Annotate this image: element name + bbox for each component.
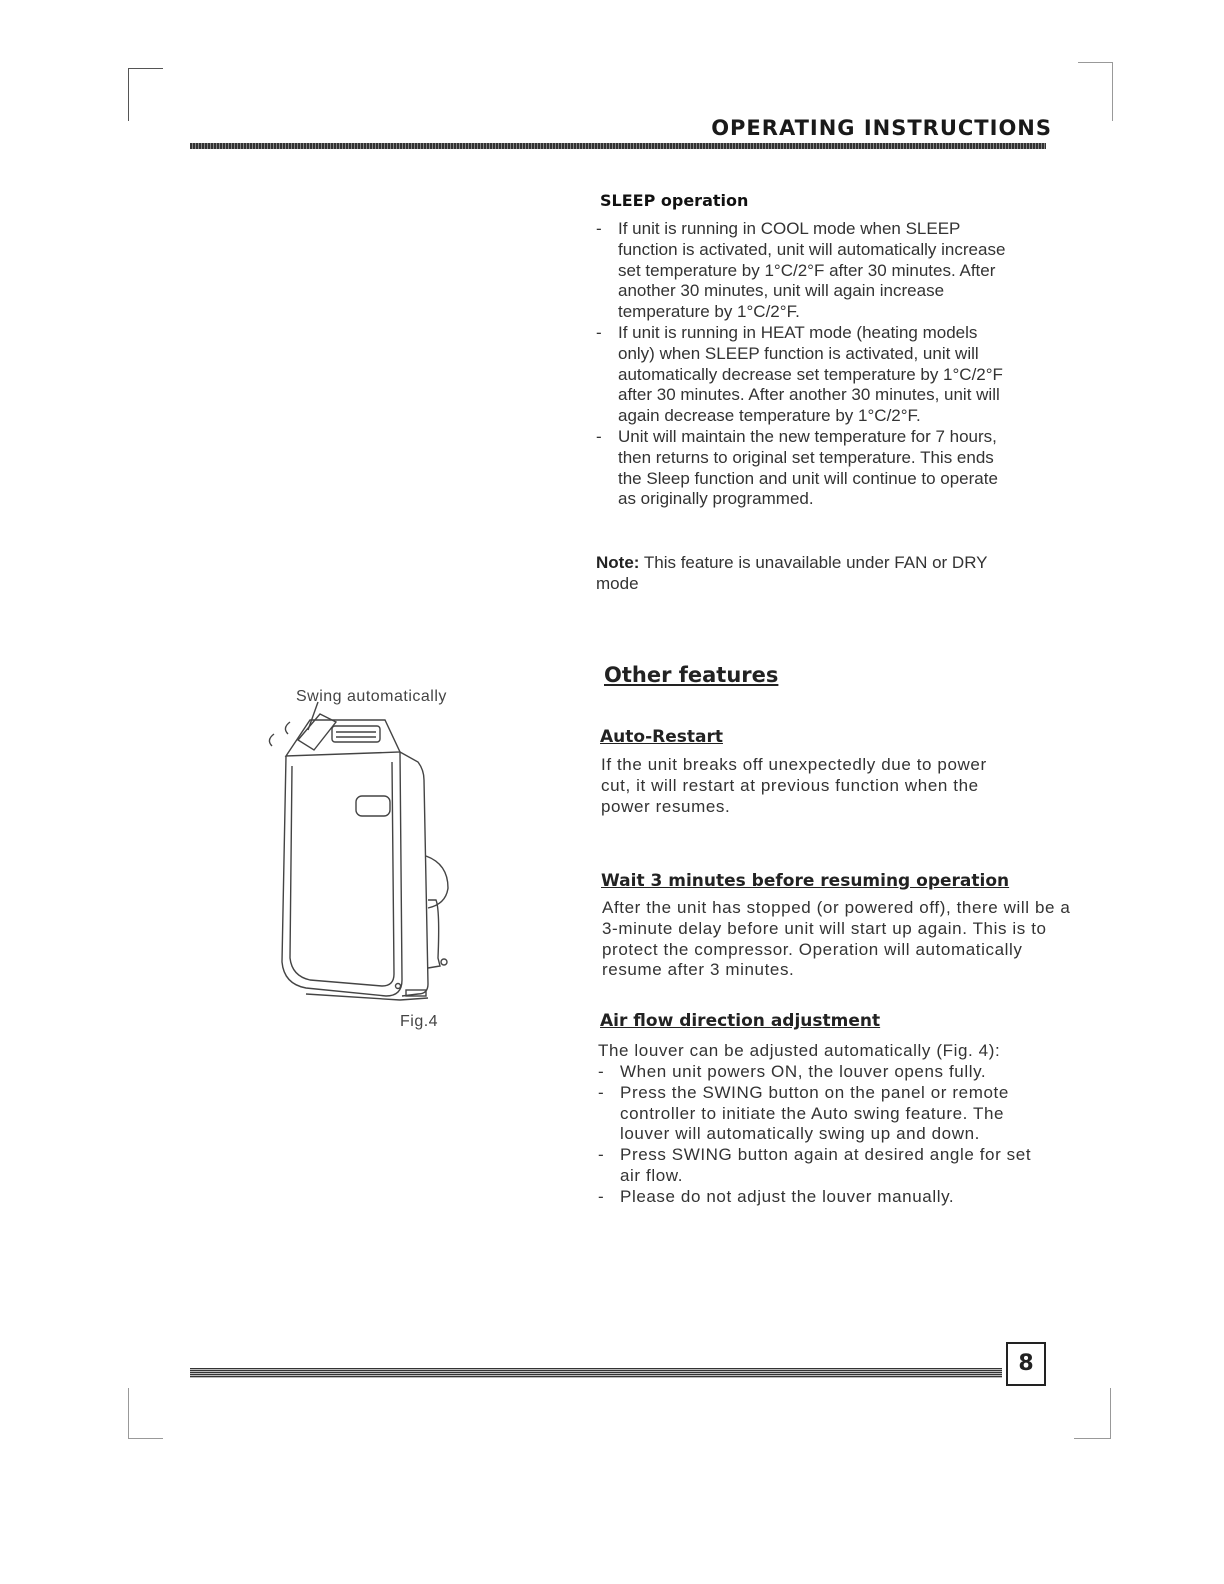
figure-annotation: Swing automatically: [296, 688, 447, 705]
figure-caption: Fig.4: [400, 1013, 439, 1030]
list-item: - If unit is running in COOL mode when SLEEP function is activated, unit will automatically increase set temperature by 1°C/2°F after 30 minutes. After another 30 minutes, unit will again increase temperature by 1°C/2°F.: [596, 219, 1016, 323]
footer-rule: [190, 1368, 1002, 1378]
sleep-list: [596, 219, 1016, 510]
list-item: - Press SWING button again at desired angle for set air flow.: [598, 1145, 1038, 1187]
list-item: - Unit will maintain the new temperature for 7 hours, then returns to original set temperature. This ends the Sleep function and unit will continue to operate as originally programmed.: [596, 427, 1016, 510]
air-conditioner-illustration: [250, 700, 460, 1010]
crop-mark-top-right: [1078, 62, 1113, 121]
airflow-list: [598, 1062, 1038, 1208]
airflow-heading: Air flow direction adjustment: [600, 1011, 881, 1031]
airflow-intro: The louver can be adjusted automatically (Fig. 4):: [598, 1041, 1001, 1060]
note-label: Note:: [596, 553, 640, 572]
crop-mark-top-left: [128, 68, 163, 121]
crop-mark-bottom-left: [128, 1388, 163, 1439]
header-rule: [190, 143, 1046, 149]
page-header-title: OPERATING INSTRUCTIONS: [711, 116, 1052, 140]
list-item: - Please do not adjust the louver manually.: [598, 1187, 1038, 1208]
other-features-heading: Other features: [604, 663, 779, 687]
sleep-heading: SLEEP operation: [600, 191, 749, 210]
wait-text: After the unit has stopped (or powered off), there will be a 3-minute delay before unit will start up again. This is to protect the compressor. Operation will automatically resume after 3 minutes.: [602, 898, 1071, 980]
sleep-note: [596, 553, 1016, 595]
list-item: - If unit is running in HEAT mode (heating models only) when SLEEP function is activated, unit will automatically decrease set temperature by 1°C/2°F after 30 minutes. After another 30 minutes, unit will again decrease temperature by 1°C/2°F.: [596, 323, 1016, 427]
list-item: - Press the SWING button on the panel or remote controller to initiate the Auto swing feature. The louver will automatically swing up and down.: [598, 1083, 1038, 1145]
crop-mark-bottom-right: [1074, 1388, 1111, 1439]
auto-restart-text: If the unit breaks off unexpectedly due to power cut, it will restart at previous function when the power resumes.: [601, 755, 987, 816]
auto-restart-heading: Auto-Restart: [600, 727, 723, 747]
wait-heading: Wait 3 minutes before resuming operation: [601, 871, 1010, 891]
list-item: - When unit powers ON, the louver opens fully.: [598, 1062, 1038, 1083]
note-text: This feature is unavailable under FAN or DRY mode: [596, 553, 988, 593]
page-number: 8: [1006, 1342, 1046, 1386]
